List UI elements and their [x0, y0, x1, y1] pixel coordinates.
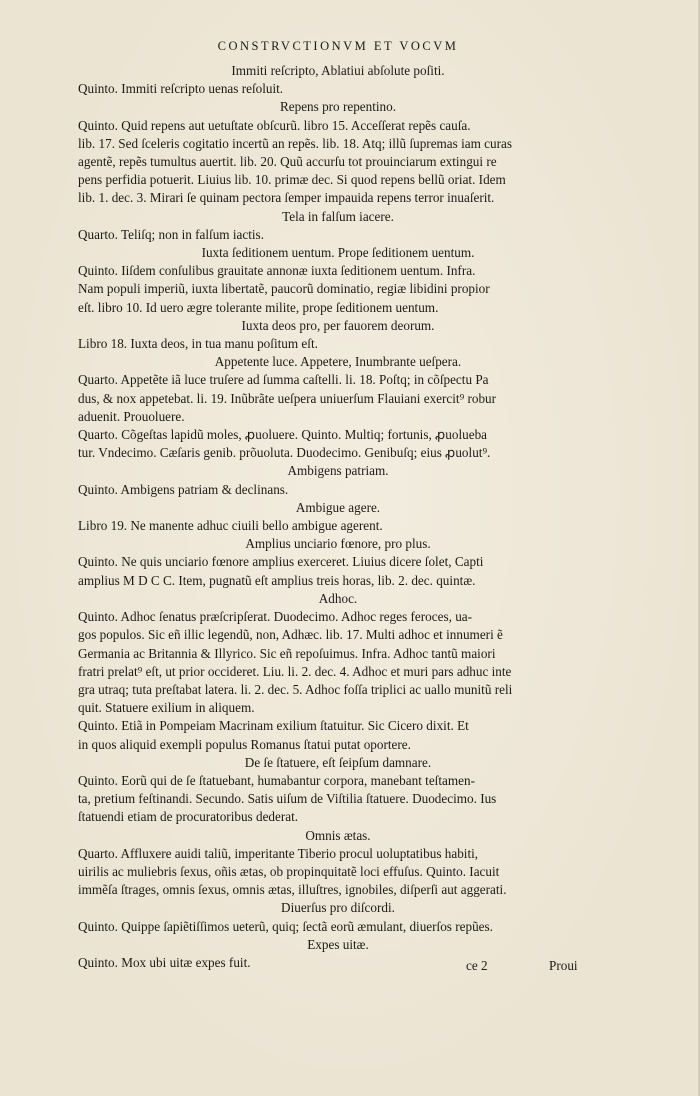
text-line: Quinto. Ne quis unciario fœnore amplius exerceret. Liuius dicere ſolet, Capti	[78, 554, 484, 570]
text-line: lib. 17. Sed ſceleris cogitatio incertũ an repẽs. lib. 18. Atq; illũ ſupremas iam curas	[78, 135, 512, 151]
text-line: Quarto. Appetẽte iã luce truſere ad ſumma caſtelli. li. 18. Poſtq; in cõſpectu Pa	[78, 372, 489, 388]
text-line: eſt. libro 10. Id uero ægre tolerante milite, prope ſeditionem uentum.	[78, 299, 439, 315]
catchword: Proui	[549, 958, 578, 973]
entry-heading: Immiti reſcripto, Ablatiui abſolute poſiti.	[231, 63, 445, 78]
text-line: amplius M D C C. Item, pugnatũ eſt amplius treis horas, lib. 2. dec. quintæ.	[78, 572, 476, 588]
text-line: dus, & nox appetebat. li. 19. Inũbrãte ueſpera uniuerſum Flauiani exercit⁹ robur	[78, 390, 497, 406]
entry-heading: Amplius unciario fœnore, pro plus.	[245, 536, 431, 552]
text-line: aduenit. Prouoluere.	[78, 408, 185, 424]
text-line: immẽſa ſtrages, omnis ſexus, omnis ætas, illuſtres, ignobiles, diſperſi aut aggerati.	[78, 882, 507, 898]
text-line: gra utraq; tuta preſtabat latera. li. 2. dec. 5. Adhoc foſſa triplici ac uallo munitũ reli	[78, 681, 513, 697]
entry-heading: Repens pro repentino.	[279, 99, 397, 115]
text-line: gos populos. Sic eñ illic legendũ, non, Adhæc. lib. 17. Multi adhoc et innumeri ẽ	[78, 627, 503, 643]
text-line: in quos aliquid exempli populus Romanus ſtatui putat oportere.	[78, 736, 411, 752]
text-line: ta, pretium feſtinandi. Secundo. Satis uiſum de Viſtilia ſtatuere. Duodecimo. Ius	[78, 791, 497, 807]
text-line: Libro 19. Ne manente adhuc ciuili bello ambigue agerent.	[78, 518, 383, 534]
entry-heading: Iuxta ſeditionem uentum. Prope ſeditionem uentum.	[201, 245, 475, 261]
text-line: Germania ac Britannia & Illyrico. Sic eñ repoſuimus. Infra. Adhoc tantũ maiori	[78, 645, 496, 661]
text-line: Quinto. Etiã in Pompeiam Macrinam exilium ſtatuitur. Sic Cicero dixit. Et	[78, 718, 469, 734]
text-line: Quarto. Cõgeſtas lapidũ moles, ꝓuoluere. Quinto. Multiq; fortunis, ꝓuolueba	[78, 427, 488, 443]
entry-heading: Adhoc.	[318, 590, 358, 606]
text-line: Quinto. Ambigens patriam & declinans.	[78, 481, 289, 497]
body-text	[78, 62, 598, 972]
text-line: Quinto. Eorũ qui de ſe ſtatuebant, humabantur corpora, manebant teſtamen-	[78, 772, 475, 788]
text-line: Quinto. Quippe ſapiẽtiſſimos ueterũ, quiq; ſectã eorũ æmulant, diuerſos repũes.	[78, 918, 493, 934]
entry-heading: Ambigue agere.	[295, 499, 381, 515]
text-line: Libro 18. Iuxta deos, in tua manu poſitum eſt.	[78, 336, 318, 352]
text-line: fratri prelat⁹ eſt, ut prior occideret. Liu. li. 2. dec. 4. Adhoc et muri pars adhuc inte	[78, 663, 512, 679]
text-line: Quinto. Iiſdem conſulibus grauitate annonæ iuxta ſeditionem uentum. Infra.	[78, 263, 476, 279]
text-line: agentẽ, repẽs tumultus auertit. lib. 20. Quũ accurſu tot prouinciarum extingui re	[78, 154, 497, 170]
text-line: ſtatuendi etiam de procuratoribus dederat.	[78, 809, 299, 825]
entry-heading: Omnis ætas.	[305, 827, 371, 843]
text-line: Quinto. Adhoc ſenatus præſcripſerat. Duodecimo. Adhoc reges feroces, ua-	[78, 609, 473, 625]
text-line: Quinto. Mox ubi uitæ expes fuit.	[78, 954, 251, 970]
running-header: CONSTRVCTIONVM ET VOCVM	[217, 39, 459, 53]
text-line: quit. Statuere exilium in aliquem.	[78, 700, 255, 716]
text-line: Quinto. Quid repens aut uetuſtate obſcurũ. libro 15. Acceſſerat repẽs cauſa.	[78, 117, 471, 133]
entry-heading: Appetente luce. Appetere, Inumbrante ueſpera.	[214, 354, 462, 370]
page-footer	[0, 958, 700, 978]
signature-mark: ce 2	[466, 958, 488, 973]
text-line: pens perfidia potuerit. Liuius lib. 10. primæ dec. Si quod repens bellũ oriat. Idem	[78, 172, 506, 188]
text-line: tur. Vndecimo. Cæſaris genib. prõuoluta. Duodecimo. Genibuſq; eius ꝓuolut⁹.	[78, 445, 491, 461]
text-line: Nam populi imperiũ, iuxta libertatẽ, paucorũ dominatio, regiæ libidini propior	[78, 281, 490, 297]
text-line: Quarto. Teliſq; non in falſum iactis.	[78, 226, 264, 242]
text-line: lib. 1. dec. 3. Mirari ſe quinam pectora ſemper impauida repens terror inuaſerit.	[78, 190, 495, 206]
text-line: Quinto. Immiti reſcripto uenas reſoluit.	[78, 81, 284, 97]
text-line: uirilis ac muliebris ſexus, oñis ætas, ob propinquitatẽ loci effuſus. Quinto. Iacuit	[78, 863, 500, 879]
entry-heading: Tela in falſum iacere.	[282, 208, 394, 224]
text-block	[78, 38, 598, 972]
entry-heading: De ſe ſtatuere, eſt ſeipſum damnare.	[244, 754, 432, 770]
entry-heading: Iuxta deos pro, per fauorem deorum.	[241, 317, 435, 333]
entry-heading: Expes uitæ.	[307, 936, 369, 952]
entry-heading: Ambigens patriam.	[287, 463, 389, 479]
entry-heading: Diuerſus pro diſcordi.	[281, 900, 395, 916]
text-line: Quarto. Affluxere auidi taliũ, imperitante Tiberio procul uoluptatibus habiti,	[78, 845, 479, 861]
